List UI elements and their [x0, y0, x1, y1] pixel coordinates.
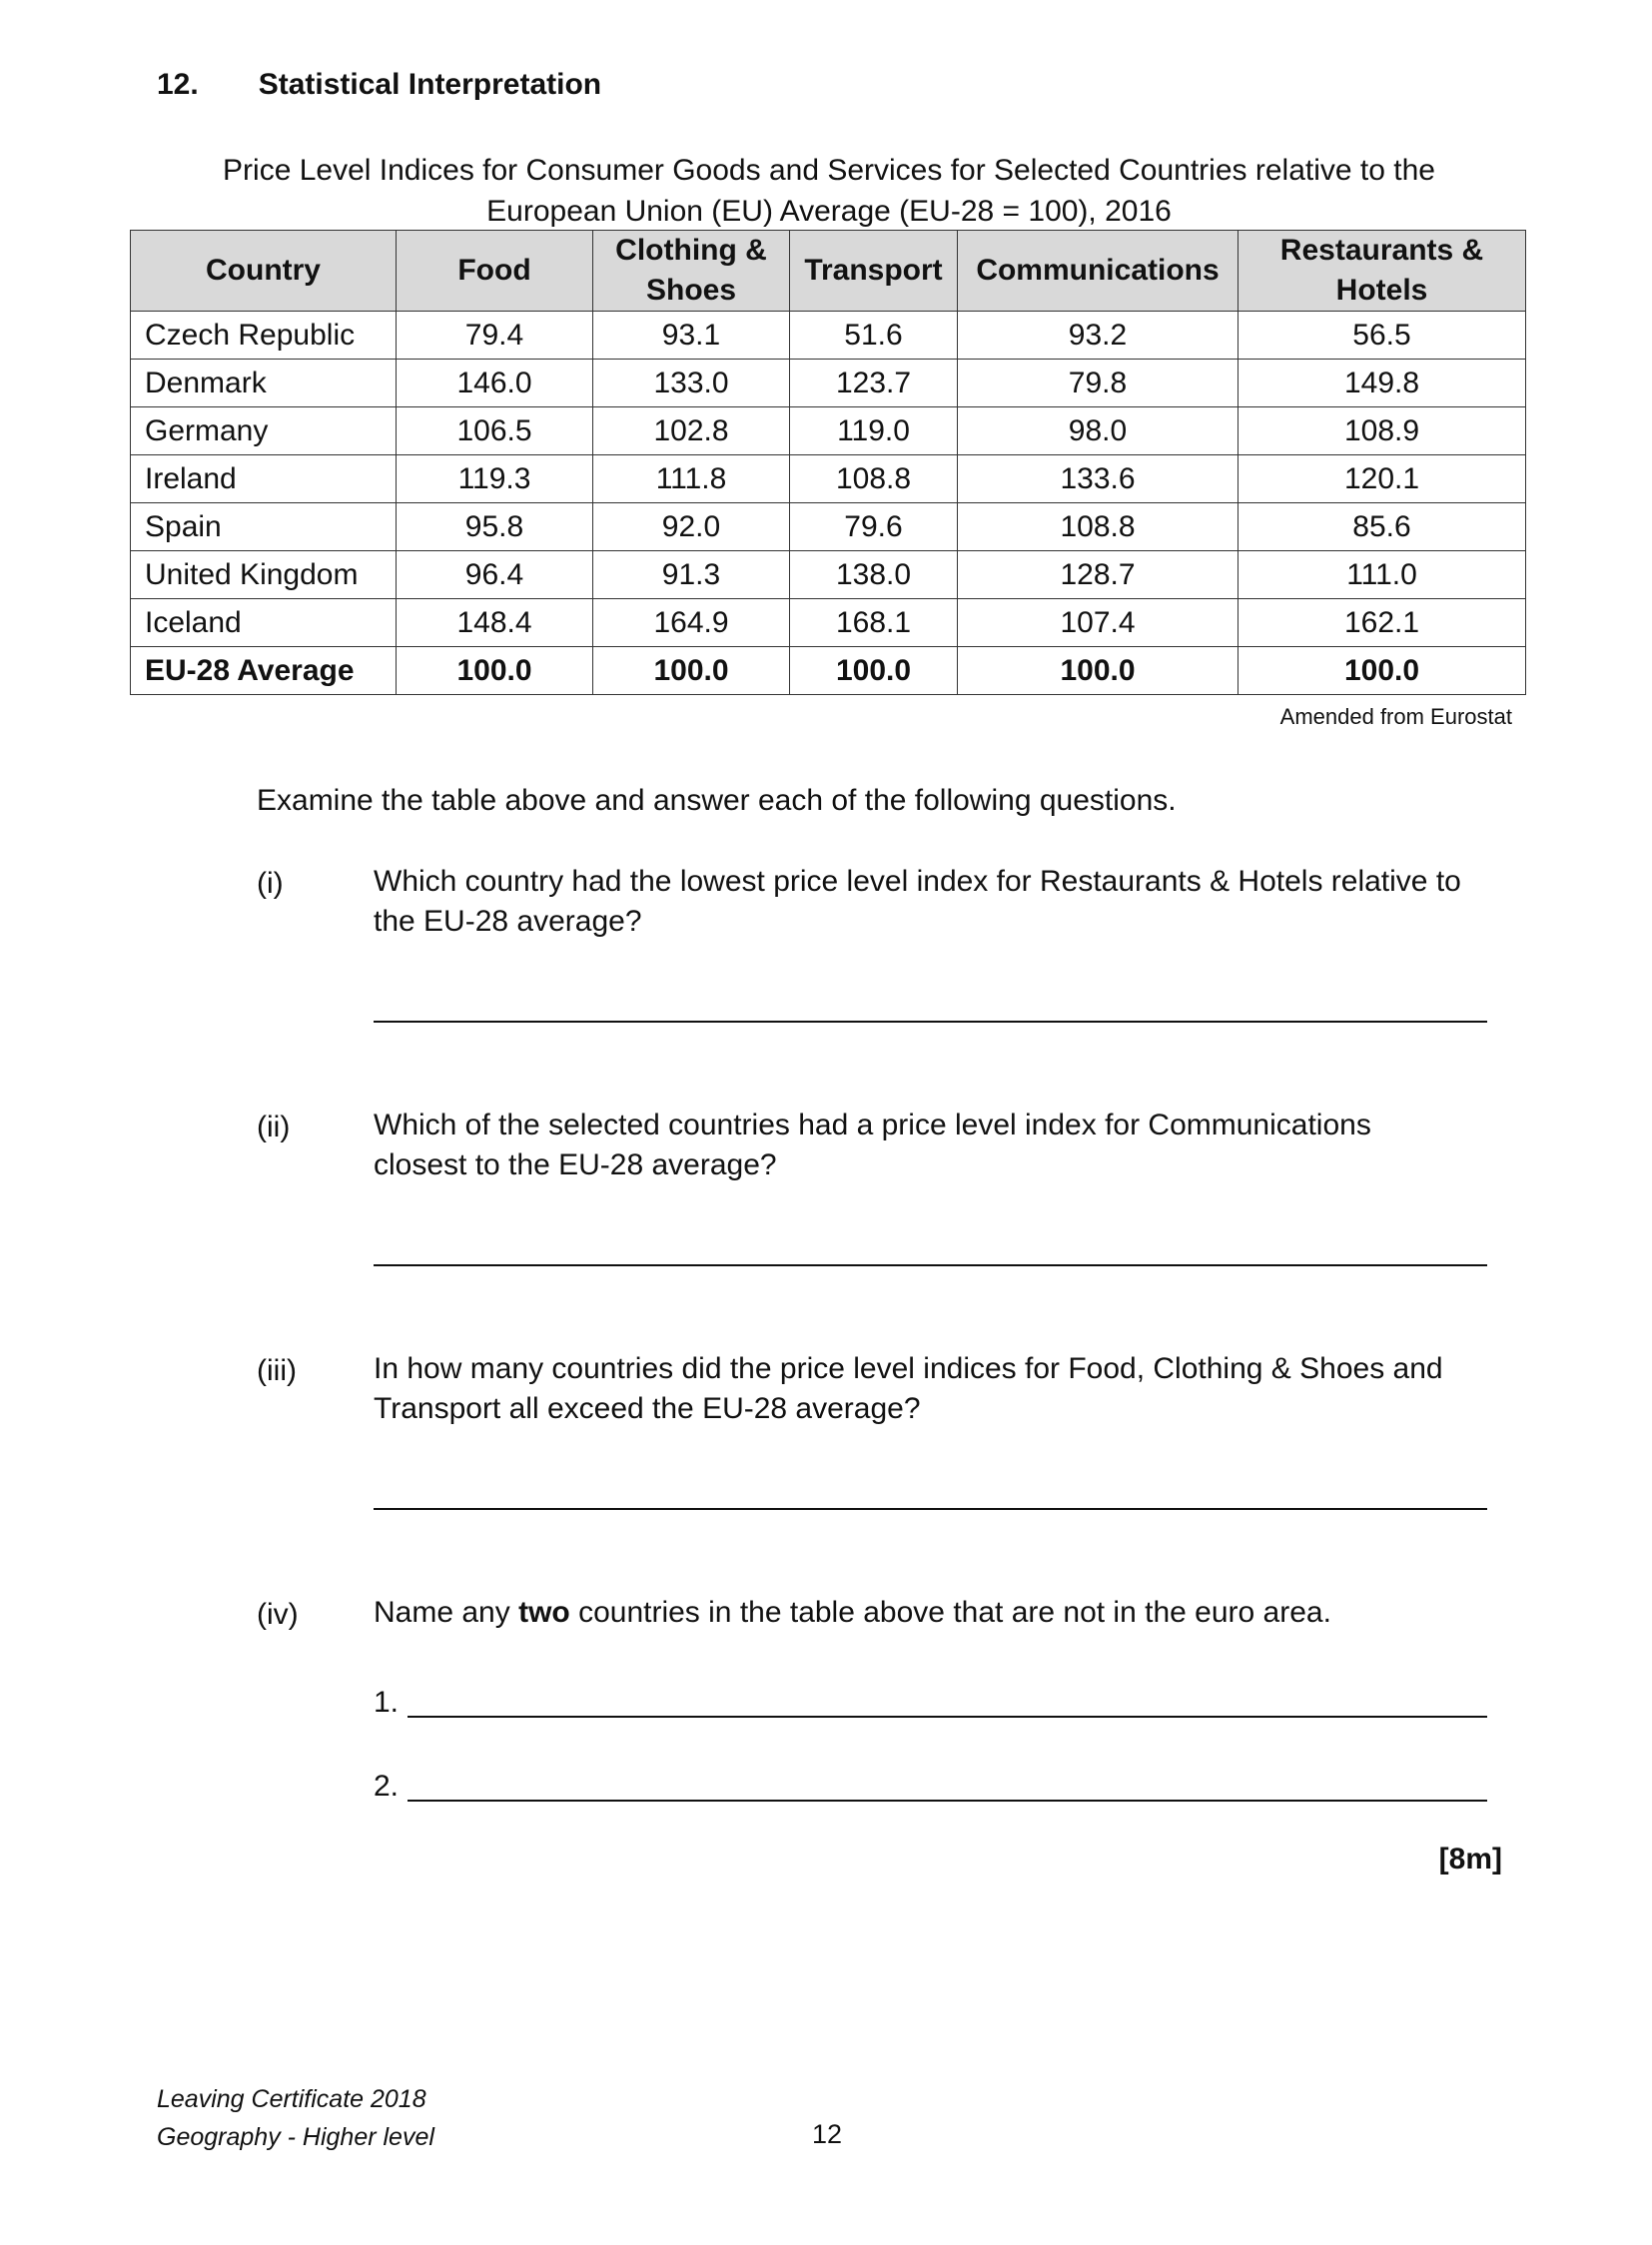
table-header-row	[131, 231, 1526, 312]
cell-food: 96.4	[397, 551, 593, 599]
cell-clothing: 164.9	[593, 599, 790, 647]
cell-restaurants: 100.0	[1239, 647, 1526, 695]
table-row	[131, 599, 1526, 647]
cell-restaurants: 120.1	[1239, 455, 1526, 503]
cell-communications: 93.2	[958, 312, 1239, 360]
part-number: (ii)	[257, 1111, 291, 1143]
answer-line[interactable]	[374, 1508, 1487, 1510]
cell-country: United Kingdom	[131, 551, 397, 599]
table-source: Amended from Eurostat	[1279, 704, 1512, 729]
cell-transport: 168.1	[790, 599, 958, 647]
cell-communications: 107.4	[958, 599, 1239, 647]
footer	[157, 2080, 434, 2156]
cell-communications: 108.8	[958, 503, 1239, 551]
cell-food: 100.0	[397, 647, 593, 695]
answer-label: 2.	[374, 1770, 400, 1803]
cell-country: EU-28 Average	[131, 647, 397, 695]
cell-communications: 79.8	[958, 360, 1239, 407]
header-restaurants: Restaurants & Hotels	[1239, 231, 1526, 312]
cell-transport: 138.0	[790, 551, 958, 599]
part-question: In how many countries did the price level indices for Food, Clothing & Shoes and Transport all exceed the EU-28 average?	[374, 1352, 1443, 1425]
table-row	[131, 551, 1526, 599]
footer-exam: Leaving Certificate 2018	[157, 2085, 426, 2113]
cell-transport: 79.6	[790, 503, 958, 551]
part-question: Which country had the lowest price level index for Restaurants & Hotels relative to the EU-28 average?	[374, 865, 1461, 938]
cell-communications: 133.6	[958, 455, 1239, 503]
cell-transport: 123.7	[790, 360, 958, 407]
cell-food: 95.8	[397, 503, 593, 551]
cell-food: 79.4	[397, 312, 593, 360]
cell-transport: 100.0	[790, 647, 958, 695]
cell-country: Germany	[131, 407, 397, 455]
part-number: (iv)	[257, 1598, 299, 1631]
cell-clothing: 100.0	[593, 647, 790, 695]
table-title	[130, 150, 1528, 232]
answer-line[interactable]	[408, 1716, 1487, 1718]
cell-clothing: 93.1	[593, 312, 790, 360]
part-question: Name any two countries in the table above that are not in the euro area.	[374, 1596, 1331, 1629]
cell-food: 148.4	[397, 599, 593, 647]
emphasis-two: two	[518, 1596, 570, 1629]
header-country: Country	[131, 231, 397, 312]
part-number: (i)	[257, 867, 284, 900]
part-number: (iii)	[257, 1354, 297, 1387]
cell-restaurants: 111.0	[1239, 551, 1526, 599]
cell-country: Iceland	[131, 599, 397, 647]
cell-clothing: 92.0	[593, 503, 790, 551]
answer-line[interactable]	[374, 1264, 1487, 1266]
table-title-line-2: European Union (EU) Average (EU-28 = 100), 2016	[486, 195, 1172, 228]
header-clothing: Clothing & Shoes	[593, 231, 790, 312]
part-question: Which of the selected countries had a price level index for Communications closest to the EU-28 average?	[374, 1109, 1371, 1181]
cell-food: 119.3	[397, 455, 593, 503]
cell-clothing: 91.3	[593, 551, 790, 599]
cell-clothing: 111.8	[593, 455, 790, 503]
question-title: Statistical Interpretation	[258, 68, 602, 101]
cell-communications: 100.0	[958, 647, 1239, 695]
answer-line[interactable]	[408, 1800, 1487, 1802]
question-number: 12.	[157, 68, 199, 101]
header-transport: Transport	[790, 231, 958, 312]
table-title-line-1: Price Level Indices for Consumer Goods and Services for Selected Countries relative to the	[223, 154, 1435, 187]
cell-restaurants: 56.5	[1239, 312, 1526, 360]
table-row	[131, 312, 1526, 360]
question-heading	[157, 68, 601, 102]
cell-communications: 98.0	[958, 407, 1239, 455]
cell-food: 146.0	[397, 360, 593, 407]
cell-clothing: 102.8	[593, 407, 790, 455]
cell-country: Spain	[131, 503, 397, 551]
table-row	[131, 455, 1526, 503]
cell-food: 106.5	[397, 407, 593, 455]
cell-communications: 128.7	[958, 551, 1239, 599]
cell-country: Ireland	[131, 455, 397, 503]
answer-label: 1.	[374, 1686, 400, 1719]
table-row	[131, 360, 1526, 407]
instruction-text: Examine the table above and answer each of the following questions.	[257, 784, 1177, 817]
header-food: Food	[397, 231, 593, 312]
cell-transport: 119.0	[790, 407, 958, 455]
cell-restaurants: 162.1	[1239, 599, 1526, 647]
price-index-table	[130, 230, 1526, 695]
cell-country: Denmark	[131, 360, 397, 407]
marks-label: [8m]	[1438, 1843, 1502, 1875]
cell-restaurants: 149.8	[1239, 360, 1526, 407]
table-row	[131, 407, 1526, 455]
cell-restaurants: 85.6	[1239, 503, 1526, 551]
cell-country: Czech Republic	[131, 312, 397, 360]
page-number: 12	[812, 2119, 843, 2149]
cell-restaurants: 108.9	[1239, 407, 1526, 455]
answer-line[interactable]	[374, 1021, 1487, 1023]
table-row	[131, 503, 1526, 551]
cell-transport: 108.8	[790, 455, 958, 503]
table-row-average	[131, 647, 1526, 695]
header-communications: Communications	[958, 231, 1239, 312]
cell-transport: 51.6	[790, 312, 958, 360]
cell-clothing: 133.0	[593, 360, 790, 407]
footer-subject: Geography - Higher level	[157, 2123, 434, 2151]
